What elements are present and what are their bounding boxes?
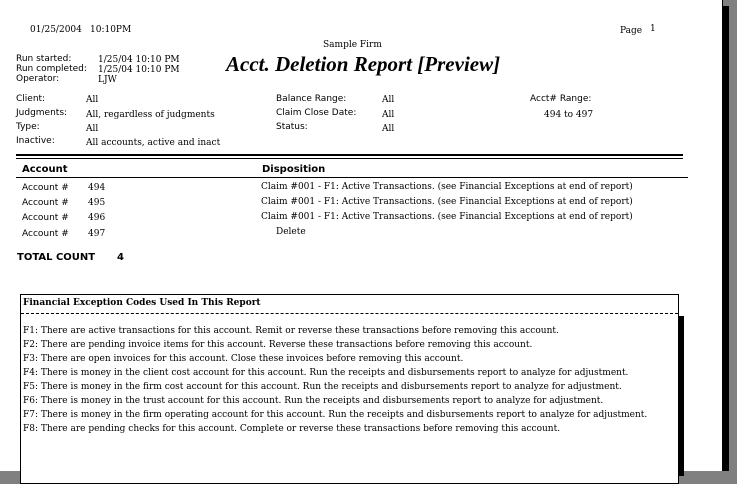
- row-account-number: 497: [88, 229, 106, 239]
- status-label: Status:: [276, 122, 308, 132]
- exceptions-box-shadow: [679, 316, 684, 476]
- operator-value: LJW: [98, 75, 117, 85]
- report-time: 10:10PM: [90, 25, 132, 35]
- exception-line: F7: There is money in the firm operating account for this account. Run the receipts and disbursements report to analyze for adjustment.: [23, 410, 648, 420]
- client-label: Client:: [16, 94, 46, 104]
- balance-range-label: Balance Range:: [276, 94, 347, 104]
- table-header-rule: [16, 177, 688, 178]
- inactive-label: Inactive:: [16, 136, 55, 146]
- row-account-number: 496: [88, 213, 106, 223]
- page-label: Page: [620, 26, 643, 36]
- acct-range-label: Acct# Range:: [530, 94, 592, 104]
- client-value: All: [86, 95, 99, 105]
- judgments-label: Judgments:: [16, 108, 68, 118]
- run-completed-value: 1/25/04 10:10 PM: [98, 65, 180, 75]
- total-count-value: 4: [117, 252, 124, 263]
- row-disposition: Claim #001 - F1: Active Transactions. (see Financial Exceptions at end of report): [261, 212, 633, 222]
- page-shadow: [723, 6, 729, 471]
- judgments-value: All, regardless of judgments: [86, 110, 215, 120]
- exception-line: F2: There are pending invoice items for this account. Reverse these transactions before removing this account.: [23, 340, 533, 350]
- exception-line: F5: There is money in the firm cost account for this account. Run the receipts and disbursements report to analyze for adjustment.: [23, 382, 622, 392]
- row-account-label: Account #: [22, 229, 69, 239]
- claim-close-date-label: Claim Close Date:: [276, 108, 357, 118]
- row-disposition: Claim #001 - F1: Active Transactions. (see Financial Exceptions at end of report): [261, 197, 633, 207]
- run-completed-label: Run completed:: [16, 64, 87, 74]
- row-account-number: 495: [88, 198, 106, 208]
- row-account-label: Account #: [22, 213, 69, 223]
- total-count-label: TOTAL COUNT: [17, 252, 96, 263]
- page-number: 1: [650, 24, 656, 34]
- exception-line: F3: There are open invoices for this account. Close these invoices before removing this account.: [23, 354, 464, 364]
- exception-line: F6: There is money in the trust account for this account. Run the receipts and disbursements report to analyze for adjustment.: [23, 396, 604, 406]
- row-account-number: 494: [88, 183, 106, 193]
- type-value: All: [86, 124, 99, 134]
- claim-close-date-value: All: [382, 110, 395, 120]
- row-disposition: Delete: [276, 227, 306, 237]
- run-started-label: Run started:: [16, 54, 72, 64]
- run-started-value: 1/25/04 10:10 PM: [98, 55, 180, 65]
- exception-line: F8: There are pending checks for this account. Complete or reverse these transactions before removing this account.: [23, 424, 561, 434]
- row-account-label: Account #: [22, 198, 69, 208]
- report-title: Acct. Deletion Report [Preview]: [226, 52, 501, 76]
- exceptions-dashed-rule: [21, 313, 678, 314]
- exceptions-title: Financial Exception Codes Used In This Report: [23, 298, 261, 308]
- report-date: 01/25/2004: [30, 25, 82, 35]
- header-rule-top: [16, 154, 683, 156]
- inactive-value: All accounts, active and inact: [86, 138, 221, 148]
- balance-range-value: All: [382, 95, 395, 105]
- exception-line: F4: There is money in the client cost account for this account. Run the receipts and disbursements report to analyze for adjustment.: [23, 368, 629, 378]
- firm-name: Sample Firm: [323, 40, 382, 50]
- col-header-account: Account: [22, 164, 68, 175]
- row-disposition: Claim #001 - F1: Active Transactions. (see Financial Exceptions at end of report): [261, 182, 633, 192]
- col-header-disposition: Disposition: [262, 164, 326, 175]
- acct-range-value: 494 to 497: [544, 110, 594, 120]
- operator-label: Operator:: [16, 74, 60, 84]
- financial-exceptions-box: [20, 294, 679, 484]
- status-value: All: [382, 124, 395, 134]
- header-rule-bottom: [16, 158, 683, 159]
- type-label: Type:: [16, 122, 40, 132]
- row-account-label: Account #: [22, 183, 69, 193]
- exception-line: F1: There are active transactions for this account. Remit or reverse these transactions before removing this account.: [23, 326, 559, 336]
